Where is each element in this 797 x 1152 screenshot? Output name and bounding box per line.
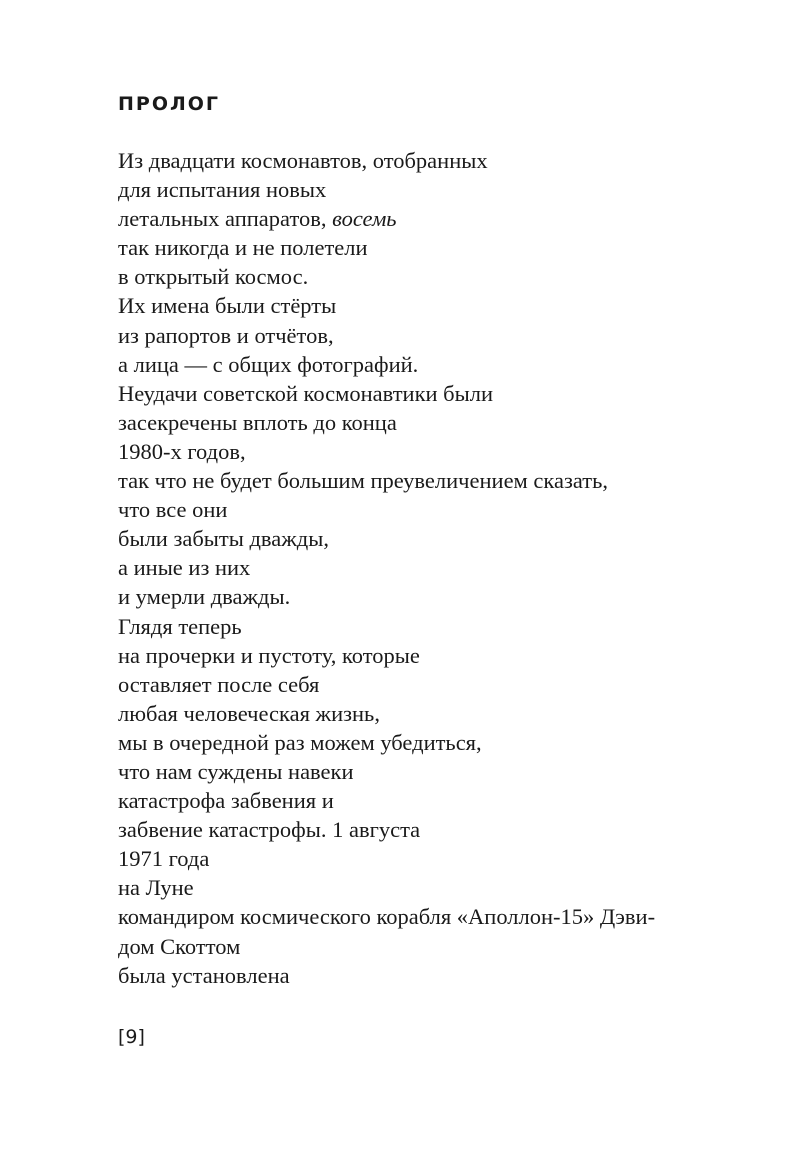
poem-line-text: мы в очередной раз можем убедиться, (118, 729, 482, 755)
poem-line (118, 612, 758, 641)
poem-line (118, 553, 758, 582)
poem-line-text: на прочерки и пустоту, которые (118, 642, 420, 668)
poem-line-text: были забыты дважды, (118, 526, 329, 552)
poem-line-text: 1980-х годов, (118, 438, 246, 464)
poem-line-text: Неудачи советской космонавтики были (118, 380, 494, 406)
poem-line-text: 1971 года (118, 846, 210, 872)
poem-line-text: а лица — с общих фотографий. (118, 351, 419, 377)
poem-line (118, 873, 758, 902)
poem-line-emphasis: восемь (332, 206, 397, 232)
poem-line-text: Их имена были стёрты (118, 293, 337, 319)
poem-line (118, 582, 758, 611)
poem-line-text: летальных аппаратов, (118, 206, 333, 232)
poem-line-text: дом Скоттом (118, 933, 241, 959)
poem-line-text: что все они (118, 497, 228, 523)
poem-line-text: а иные из них (118, 555, 251, 581)
poem-line-text: была установлена (118, 962, 290, 988)
poem-line-text: Из двадцати космонавтов, отобранных (118, 148, 488, 173)
poem-line-text: что нам суждены навеки (118, 758, 354, 784)
poem-line (118, 291, 758, 320)
poem-line-text: командиром космического корабля «Аполлон-15» Дэви- (118, 904, 656, 930)
poem-line (118, 204, 758, 233)
poem-line-text: катастрофа забвения и (118, 788, 334, 814)
poem-line (118, 233, 758, 262)
poem-line (118, 932, 758, 961)
chapter-heading: ПРОЛОГ (118, 93, 221, 115)
poem-line (118, 815, 758, 844)
poem-line (118, 146, 758, 175)
poem-line (118, 466, 758, 495)
poem-line (118, 175, 758, 204)
poem-line (118, 902, 758, 931)
poem-line (118, 757, 758, 786)
poem-line-text: любая человеческая жизнь, (118, 700, 380, 726)
poem-line-text: так никогда и не полетели (118, 235, 368, 261)
poem-line (118, 524, 758, 553)
poem-line-text: так что не будет большим преувеличением сказать, (118, 468, 608, 494)
poem-line-text: засекречены вплоть до конца (118, 409, 397, 435)
page-number: [9] (118, 1026, 145, 1048)
poem-line (118, 699, 758, 728)
poem-line (118, 728, 758, 757)
poem-line (118, 437, 758, 466)
poem-line (118, 379, 758, 408)
poem-line (118, 350, 758, 379)
poem-line (118, 495, 758, 524)
poem-line (118, 262, 758, 291)
poem-line (118, 408, 758, 437)
poem-text (118, 146, 758, 990)
poem-line (118, 321, 758, 350)
poem-line-text: для испытания новых (118, 177, 327, 203)
poem-line (118, 641, 758, 670)
poem-line (118, 786, 758, 815)
poem-line-text: из рапортов и отчётов, (118, 322, 334, 348)
poem-line (118, 961, 758, 990)
poem-line-text: забвение катастрофы. 1 августа (118, 817, 421, 843)
poem-line (118, 670, 758, 699)
poem-line-text: в открытый космос. (118, 264, 309, 290)
poem-line-text: на Луне (118, 875, 194, 901)
poem-line-text: оставляет после себя (118, 671, 320, 697)
poem-line-text: Глядя теперь (118, 613, 242, 639)
poem-line (118, 844, 758, 873)
poem-line-text: и умерли дважды. (118, 584, 291, 610)
